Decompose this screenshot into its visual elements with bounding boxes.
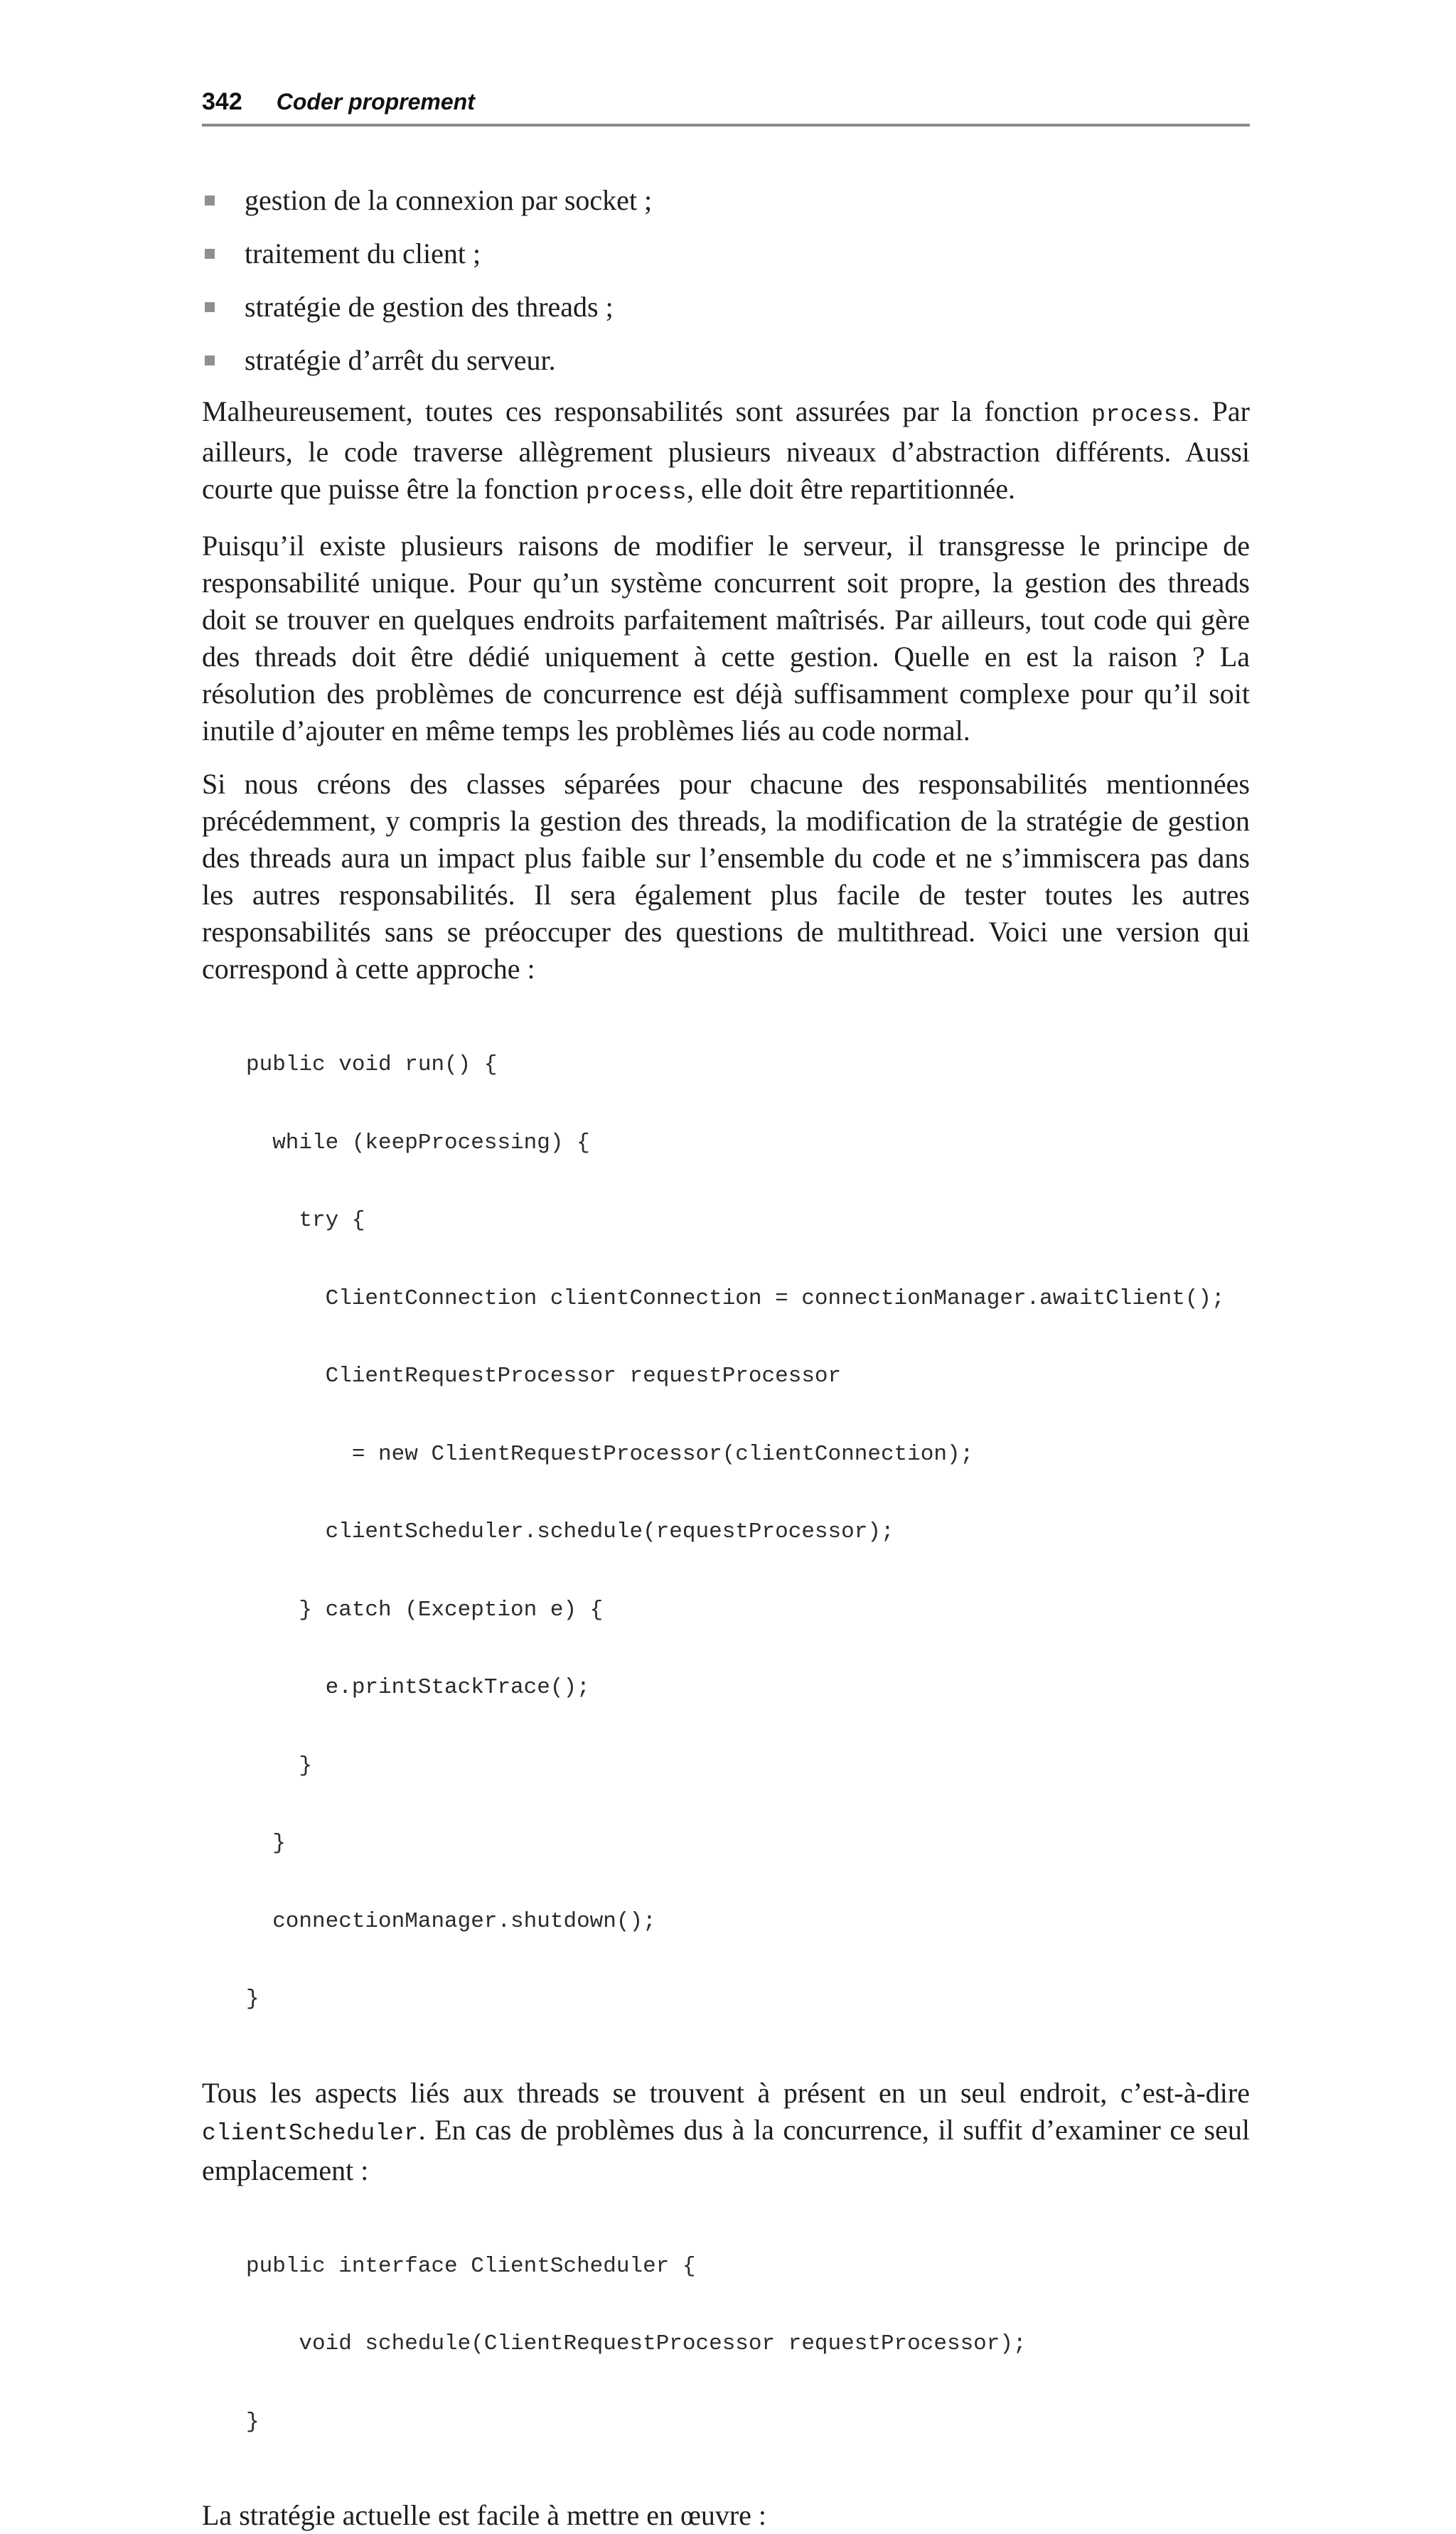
square-bullet-icon bbox=[205, 302, 215, 312]
code-line: } bbox=[246, 2409, 259, 2434]
code-line: ClientConnection clientConnection = connectionManager.awaitClient(); bbox=[246, 1285, 1225, 1311]
code-line: e.printStackTrace(); bbox=[246, 1675, 590, 1700]
code-line: try { bbox=[246, 1208, 365, 1233]
paragraph-text: . Par ailleurs, le code traverse allègrement plusieurs niveaux d’abstraction différents. Aussi courte que puisse être la fonction bbox=[202, 395, 1250, 505]
square-bullet-icon bbox=[205, 355, 215, 365]
code-line: clientScheduler.schedule(requestProcessor); bbox=[246, 1519, 894, 1544]
list-item bbox=[202, 235, 1250, 272]
list-item-text: stratégie de gestion des threads ; bbox=[245, 291, 614, 323]
code-line: public void run() { bbox=[246, 1052, 498, 1077]
code-block-interface bbox=[246, 2202, 1250, 2488]
list-item bbox=[202, 182, 1250, 219]
paragraph-current-strategy: La stratégie actuelle est facile à mettre en œuvre : bbox=[202, 2499, 767, 2531]
code-line: ClientRequestProcessor requestProcessor bbox=[246, 1364, 842, 1389]
inline-code: process bbox=[1091, 402, 1193, 428]
code-line: } bbox=[246, 1987, 259, 2011]
book-title: Coder proprement bbox=[276, 89, 475, 114]
list-item-text: gestion de la connexion par socket ; bbox=[245, 184, 653, 216]
running-header bbox=[202, 80, 1250, 127]
code-line: } bbox=[246, 1831, 286, 1856]
list-item-text: traitement du client ; bbox=[245, 237, 481, 269]
paragraph-responsibilities bbox=[202, 393, 1250, 511]
responsibility-list bbox=[202, 182, 1250, 379]
code-line: } catch (Exception e) { bbox=[246, 1597, 604, 1622]
code-line: = new ClientRequestProcessor(clientConnection); bbox=[246, 1441, 974, 1467]
paragraph-client-scheduler bbox=[202, 2075, 1250, 2189]
code-line: connectionManager.shutdown(); bbox=[246, 1908, 656, 1934]
list-item bbox=[202, 342, 1250, 379]
code-line: } bbox=[246, 1753, 313, 1778]
list-item bbox=[202, 289, 1250, 326]
code-line: void schedule(ClientRequestProcessor requestProcessor); bbox=[246, 2331, 1027, 2356]
paragraph-single-responsibility: Puisqu’il existe plusieurs raisons de modifier le serveur, il transgresse le principe de responsabilité unique. Pour qu’un système concurrent soit propre, la gestion des threads doit se trouver en quelques endroits parfaitement maîtrisés. Par ailleurs, tout code qui gère des threads doit être dédié uniquement à cette gestion. Quelle en est la raison ? La résolution des problèmes de concurrence est déjà suffisamment complexe pour qu’il soit inutile d’ajouter en même temps les problèmes liés au code normal. bbox=[202, 530, 1250, 747]
code-line: public interface ClientScheduler { bbox=[246, 2253, 696, 2279]
page-number: 342 bbox=[202, 88, 242, 115]
paragraph-separate-classes: Si nous créons des classes séparées pour chacune des responsabilités mentionnées précédemment, y compris la gestion des threads, la modification de la stratégie de gestion des threads aura un impact plus faible sur l’ensemble du code et ne s’immiscera pas dans les autres responsabilités. Il sera également plus facile de tester toutes les autres responsabilités sans se préoccuper des questions de multithread. Voici une version qui correspond à cette approche : bbox=[202, 768, 1250, 985]
inline-code: clientScheduler bbox=[202, 2119, 419, 2147]
paragraph-text: , elle doit être repartitionnée. bbox=[686, 473, 1015, 505]
inline-code: process bbox=[585, 479, 687, 506]
list-item-text: stratégie d’arrêt du serveur. bbox=[245, 344, 556, 376]
paragraph-text: Tous les aspects liés aux threads se trouvent à présent en un seul endroit, c’est-à-dire bbox=[202, 2076, 1250, 2109]
square-bullet-icon bbox=[205, 196, 215, 205]
paragraph-text: . En cas de problèmes dus à la concurrence, il suffit d’examiner ce seul emplacement : bbox=[202, 2113, 1250, 2186]
page-content bbox=[202, 182, 1250, 2534]
code-line: while (keepProcessing) { bbox=[246, 1130, 590, 1155]
book-page bbox=[202, 80, 1250, 2534]
paragraph-text: Malheureusement, toutes ces responsabilités sont assurées par la fonction bbox=[202, 395, 1092, 427]
code-block-run bbox=[246, 1000, 1250, 2065]
square-bullet-icon bbox=[205, 249, 215, 259]
